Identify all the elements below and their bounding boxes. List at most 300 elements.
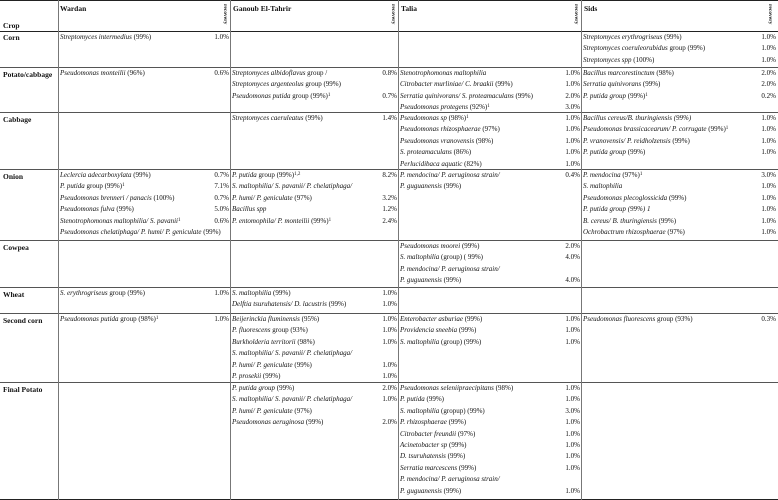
footnote-marker: 1 [328, 217, 332, 223]
isolate-name [60, 289, 145, 298]
recovery-value: 1.4% [382, 114, 397, 122]
identity-score: (97%) [667, 228, 685, 236]
footnote-marker: 1 [327, 92, 331, 98]
species: P. putida [60, 182, 85, 191]
identity-score: (99%) [133, 33, 152, 41]
isolate-name [232, 395, 352, 404]
crop-cowpea: Cowpea [3, 243, 29, 252]
isolate-name [232, 300, 346, 309]
species: Pseudomonas vranovensis [400, 136, 475, 145]
recovery-value: 2.0% [565, 91, 580, 100]
recovery-value: 1.0% [565, 148, 580, 157]
isolate-name [400, 338, 481, 347]
species: Bacillus marcorestinctum [583, 69, 655, 77]
identity-score: (99%) [133, 171, 151, 179]
species: S. maltophilia [400, 337, 440, 346]
species: P. humi/ P. geniculate [232, 406, 293, 415]
isolate-name [232, 114, 323, 123]
isolate-name [400, 137, 493, 146]
recovery-value: 1.0% [382, 315, 397, 323]
rule-second-corn [0, 382, 778, 383]
identity-score: (99%) [627, 91, 646, 100]
isolate-name [400, 148, 471, 157]
header-crop: Crop [3, 21, 20, 30]
identity-score: (99%) [449, 441, 467, 449]
rule-cabbage [0, 169, 778, 170]
identity-score: (99%) [668, 193, 687, 202]
rule-cowpea [0, 287, 778, 288]
species: P. putida group [583, 148, 626, 157]
isolate-name [583, 148, 645, 157]
recovery-value: 1.2% [382, 205, 397, 214]
rule-header [0, 31, 778, 32]
species: Pseudomonas seleniipraecipitans [400, 384, 494, 392]
species: S. maltophilia/ S. pavanii/ P. chelatiphaga/ [232, 349, 353, 358]
recovery-value: 2.4% [382, 216, 397, 225]
isolate-name [232, 384, 294, 393]
species: Pseudomonas aeruginosa [232, 418, 305, 427]
recovery-value: 0.6% [214, 216, 229, 225]
recovery-value: 3.0% [761, 171, 776, 179]
footnote-marker: 1 [645, 92, 648, 98]
isolate-name [400, 69, 486, 78]
recovery-value: 5.0% [214, 205, 229, 214]
species: Bacillus cereus/B. thuringiensis (99%) [583, 114, 692, 122]
isolate-name [232, 338, 315, 347]
isolate-name [583, 137, 690, 146]
species: P. vranovensis/ P. reidholzensis [583, 136, 671, 145]
isolate-name [583, 80, 660, 89]
isolate-name [400, 125, 500, 134]
isolate-name [232, 407, 312, 416]
recovery-value: 4.0% [565, 276, 580, 285]
recovery-value: 1.0% [214, 315, 229, 323]
isolate-name [583, 171, 642, 180]
isolate-name [232, 315, 319, 324]
identity-score: (99%) [672, 136, 690, 145]
recovery-value: 4.0% [565, 253, 580, 262]
species: Pseudomonas rhizosphaerae [400, 125, 481, 134]
species: Streptomyces intermedius [60, 33, 132, 41]
isolate-name [232, 69, 327, 78]
col-divider-3 [398, 0, 399, 500]
identity-score: group (99%) [305, 80, 341, 89]
identity-score: group (93%) [657, 315, 693, 323]
isolate-name [60, 315, 158, 324]
species: Streptomyces coeruleorubidus [583, 44, 668, 53]
recovery-value: 1.0% [565, 159, 580, 168]
isolate-name [60, 205, 134, 214]
rule-top [0, 0, 778, 1]
header-recovery-ganoub: recovery [390, 4, 396, 25]
species: P. entomophila/ P. monteilii [232, 216, 310, 225]
species: P. guguanensis [400, 182, 442, 191]
recovery-value: 1.0% [565, 441, 580, 449]
species: Stenotrophomonas maltophilia/ S. pavanii [60, 216, 178, 225]
isolate-name [232, 217, 331, 226]
identity-score: (97%) [294, 406, 312, 415]
isolate-name [232, 289, 291, 298]
identity-score: (99%) [294, 360, 312, 369]
species: P. humi/ P. geniculate [232, 193, 293, 202]
species: P. mendocina/ P. aeruginosa strain/ [400, 475, 500, 484]
crop-cabbage: Cabbage [3, 115, 32, 124]
recovery-value: 0.7% [214, 193, 229, 202]
identity-score: (99%) [461, 242, 480, 250]
recovery-value: 1.0% [761, 44, 776, 53]
recovery-value: 0.7% [214, 171, 229, 179]
recovery-value: 1.0% [761, 205, 776, 214]
isolate-name [583, 56, 654, 65]
recovery-value: 1.0% [565, 125, 580, 134]
isolate-name [583, 69, 674, 78]
identity-score: (92%) [469, 103, 488, 112]
footnote-marker: 1 [155, 316, 159, 321]
identity-score: (99%) [458, 326, 477, 335]
species: Enterobacter asburiae [400, 315, 463, 323]
recovery-value: 1.0% [214, 33, 229, 41]
isolate-name [232, 92, 330, 101]
identity-score: (99%) [328, 300, 347, 309]
identity-score: (99%) [311, 216, 329, 225]
recovery-value: 1.0% [761, 228, 776, 236]
species: Ochrobactrum rhizosphaerae [583, 228, 666, 236]
identity-score: (98%) [656, 69, 674, 77]
identity-score: (97%) [457, 429, 476, 438]
species: Pseudomonas protegens [400, 103, 468, 112]
isolate-name [400, 92, 533, 101]
recovery-value: 0.2% [761, 91, 776, 100]
identity-score: (98%) [448, 114, 467, 122]
isolate-name [400, 253, 483, 262]
identity-score: (99%) [116, 205, 134, 214]
species: Pseudomonas sp [400, 114, 447, 122]
species: Beijerinckia fluminensis [232, 315, 300, 323]
recovery-value: 2.0% [565, 242, 580, 250]
recovery-value: 3.2% [382, 193, 397, 202]
recovery-value: 8.2% [382, 171, 397, 179]
isolate-name [400, 407, 485, 416]
identity-score: group (98%) [120, 315, 156, 323]
isolate-name [400, 430, 475, 439]
isolate-name [400, 475, 500, 484]
species: S. maltophilia [583, 182, 623, 191]
recovery-value: 1.0% [761, 33, 776, 41]
species: P. putida group [583, 91, 626, 100]
species: Pseudomonas plecoglossicida [583, 193, 668, 202]
recovery-value: 1.0% [565, 315, 580, 323]
identity-score: (97%) [482, 125, 500, 134]
footnote-marker: 1 [487, 104, 490, 110]
col-divider-4 [581, 0, 582, 500]
isolate-name [400, 103, 490, 112]
identity-score: (99%) [658, 216, 677, 225]
recovery-value: 1.0% [565, 486, 580, 495]
recovery-value: 0.8% [382, 69, 397, 77]
species: Pseudomonas putida [60, 315, 119, 323]
identity-score: group (99%) [86, 182, 123, 191]
header-sids: Sids [584, 4, 598, 13]
isolate-name [583, 228, 685, 237]
species: P. putida group [232, 384, 275, 392]
recovery-value: 1.0% [761, 114, 776, 122]
recovery-value: 1.0% [565, 114, 580, 122]
recovery-value: 2.0% [382, 418, 397, 427]
identity-score: (99%) [443, 182, 462, 191]
identity-score: (86%) [453, 148, 472, 157]
identity-score: (99%) [515, 91, 533, 100]
species: Pseudomonas monteilii [60, 69, 126, 77]
isolate-name [400, 326, 476, 335]
footnote-marker: 1 [177, 217, 181, 223]
recovery-value: 1.0% [382, 326, 397, 335]
species: P. putida group (99%) 1 [583, 205, 651, 214]
identity-score: (97%) [294, 193, 312, 202]
species: D. tsuruhatensis [400, 452, 446, 461]
identity-score: (99%) [203, 228, 221, 236]
isolate-name [583, 217, 676, 226]
identity-score: (98%) [475, 136, 494, 145]
recovery-value: 1.0% [761, 216, 776, 225]
species: S. proteamaculans [400, 148, 452, 157]
isolate-name [400, 80, 513, 89]
identity-score: (gropup) (99%) [441, 406, 485, 415]
isolate-name [232, 361, 312, 370]
identity-score: (98%) [297, 337, 315, 346]
species: Citrobacter murliniae/ C. braakii [400, 80, 494, 89]
rule-wheat [0, 313, 778, 314]
col-divider-2 [230, 0, 231, 500]
recovery-value: 1.0% [382, 337, 397, 346]
crop-second-corn: Second corn [3, 316, 43, 325]
identity-score: (100%) [633, 55, 655, 64]
species: Burkholderia territorii [232, 337, 296, 346]
identity-score: (99%) [305, 418, 324, 427]
identity-score: (99%) [464, 315, 483, 323]
identity-score: (82%) [464, 159, 482, 168]
species: P. putida [232, 171, 257, 179]
crop-wheat: Wheat [3, 290, 25, 299]
species: Serratia marcescens [400, 463, 458, 472]
species: S. erythrogriseus [60, 289, 108, 297]
crop-potato-cabbage: Potato/cabbage [3, 70, 53, 79]
identity-score: (99%) [448, 418, 467, 427]
isolate-name [232, 194, 312, 203]
species: Perlucidibaca aquatic [400, 159, 463, 168]
isolate-name [232, 171, 300, 180]
recovery-value: 1.0% [761, 125, 776, 134]
crop-final-potato: Final Potato [3, 385, 43, 394]
species: Pseudomonas brassicacearum/ P. corrugate [583, 125, 707, 134]
identity-score: (99%) [426, 395, 445, 404]
recovery-value: 1.0% [761, 55, 776, 64]
isolate-name [232, 349, 352, 358]
rule-potato-cabbage [0, 112, 778, 113]
isolate-name [400, 395, 444, 404]
isolate-name [400, 418, 466, 427]
recovery-value: 1.0% [761, 182, 776, 191]
recovery-value: 1.0% [565, 395, 580, 404]
identity-score: (99%) [627, 148, 646, 157]
footnote-marker: 1 [122, 183, 125, 189]
identity-score: (95%) [301, 315, 320, 323]
identity-score: (100%) [153, 193, 175, 202]
isolate-name [400, 182, 461, 191]
species: Streptomyces erythrogriseus [583, 33, 663, 41]
isolate-name [400, 487, 461, 496]
identity-score: (99%) [447, 452, 466, 461]
isolate-name [400, 315, 482, 324]
identity-score: (99%) [443, 276, 462, 285]
species: P. prosekii [232, 372, 262, 380]
identity-score: group (99%) [292, 91, 328, 100]
recovery-value: 1.0% [565, 337, 580, 346]
identity-score: group (99%) [258, 171, 295, 179]
header-talia: Talia [401, 4, 417, 13]
species: P. guguanensis [400, 276, 442, 285]
species: Pseudomonas moorei [400, 242, 461, 250]
crop-onion: Onion [3, 172, 24, 181]
species: P. mendocina [583, 171, 621, 179]
recovery-value: 1.0% [565, 463, 580, 472]
header-recovery-sids: recovery [767, 4, 773, 25]
recovery-value: 0.3% [761, 315, 776, 323]
recovery-value: 0.4% [565, 171, 580, 179]
identity-score: (99%) [495, 80, 513, 89]
species: Acinetobacter sp [400, 441, 448, 449]
identity-score: (97%) [622, 171, 640, 179]
isolate-name [583, 315, 693, 324]
species: Pseudomonas fulva [60, 205, 115, 214]
species: Pseudomonas chelatiphaga/ P. humi/ P. geniculate [60, 228, 202, 236]
footnote-marker: 1 [725, 126, 729, 132]
recovery-value: 1.0% [761, 193, 776, 202]
recovery-value: 2.0% [761, 80, 776, 89]
identity-score: (99%) [305, 114, 323, 122]
isolate-name [400, 276, 461, 285]
species: Providencia sneebia [400, 326, 458, 335]
isolate-name [60, 217, 180, 226]
recovery-value: 1.0% [565, 452, 580, 461]
species: Pseudomonas putida [232, 91, 291, 100]
isolate-name [232, 80, 341, 89]
isolate-name [60, 69, 145, 78]
isolate-name [583, 44, 705, 53]
isolate-name [583, 194, 686, 203]
species: Leclercia adecarboxylata [60, 171, 132, 179]
recovery-value: 1.0% [382, 395, 397, 404]
isolate-name [400, 171, 500, 180]
isolate-name [583, 182, 622, 191]
recovery-value: 1.0% [761, 136, 776, 145]
recovery-value: 0.6% [214, 69, 229, 77]
recovery-value: 1.0% [382, 289, 397, 297]
species: P. putida [400, 395, 425, 404]
identity-score: group (99%) [669, 44, 706, 53]
recovery-value: 1.0% [382, 300, 397, 309]
recovery-value: 1.0% [565, 429, 580, 438]
isolate-name [60, 171, 151, 180]
isolate-name [400, 265, 500, 274]
isolate-name [400, 160, 482, 169]
species: Streptomyces albidoflavus [232, 69, 306, 77]
species: Pseudomonas fluorescens [583, 315, 656, 323]
identity-score: (99%) [262, 372, 281, 380]
identity-score: (99%) [664, 33, 682, 41]
isolate-name [232, 182, 352, 191]
species: Serratia quinivorans [583, 80, 642, 89]
recovery-value: 1.0% [565, 326, 580, 335]
recovery-value: 2.0% [761, 69, 776, 77]
species: S. maltophilia/ S. pavanii/ P. chelatiphaga/ [232, 182, 353, 191]
isolate-name [583, 205, 650, 214]
header-recovery-wardan: recovery [222, 4, 228, 25]
isolate-name [60, 228, 221, 237]
isolate-name [60, 33, 151, 42]
species: P. humi/ P. geniculate [232, 360, 293, 369]
species: Streptomyces argenteolus [232, 80, 304, 89]
species: P. rhizosphaerae [400, 418, 447, 427]
isolate-name [400, 242, 479, 251]
recovery-value: 1.0% [382, 372, 397, 380]
identity-score: (99%) [642, 80, 661, 89]
identity-score: (99%) [276, 384, 295, 392]
species: Stenotrophomonas maltophilia [400, 69, 487, 77]
recovery-value: 1.0% [565, 384, 580, 392]
isolate-name [400, 464, 476, 473]
recovery-value: 1.0% [565, 418, 580, 427]
species: Streptomyces caeruleatus [232, 114, 304, 122]
isolate-name [60, 194, 174, 203]
isolate-name [232, 418, 323, 427]
recovery-value: 1.0% [382, 360, 397, 369]
species: Citrobacter freundii [400, 429, 457, 438]
isolate-name [400, 452, 465, 461]
recovery-value: 0.7% [382, 91, 397, 100]
identity-score: (99%) [458, 463, 477, 472]
identity-score: (99%) [443, 486, 462, 495]
species: P. mendocina/ P. aeruginosa strain/ [400, 264, 500, 273]
identity-score: (96%) [127, 69, 145, 77]
species: S. maltophilia [400, 406, 440, 415]
species: Bacillus spp [232, 205, 267, 214]
identity-score: group (99%) [109, 289, 145, 297]
species: B. cereus/ B. thuringiensis [583, 216, 657, 225]
species: P. guguanensis [400, 486, 442, 495]
recovery-value: 7.1% [214, 182, 229, 191]
recovery-value: 1.0% [214, 289, 229, 297]
identity-score: (group) ( 99%) [441, 253, 484, 262]
header-ganoub: Ganoub El-Tahrir [233, 4, 292, 13]
recovery-value: 1.0% [565, 69, 580, 77]
species: Streptomyces spp [583, 55, 632, 64]
identity-score: (98%) [495, 384, 514, 392]
isolate-name [60, 182, 125, 191]
isolate-name [583, 125, 728, 134]
rule-corn [0, 67, 778, 68]
footnote-marker: 1,2 [294, 172, 301, 177]
identity-score: group / [307, 69, 328, 77]
isolate-name [583, 33, 682, 42]
recovery-value: 1.0% [565, 80, 580, 89]
identity-score: (99%) [708, 125, 726, 134]
species: P. mendocina/ P. aeruginosa strain/ [400, 171, 500, 179]
isolate-name [583, 114, 691, 123]
isolate-name [583, 92, 648, 101]
identity-score: (group) (99%) [441, 337, 482, 346]
isolate-name [400, 441, 467, 450]
footnote-marker: 1 [639, 172, 643, 177]
